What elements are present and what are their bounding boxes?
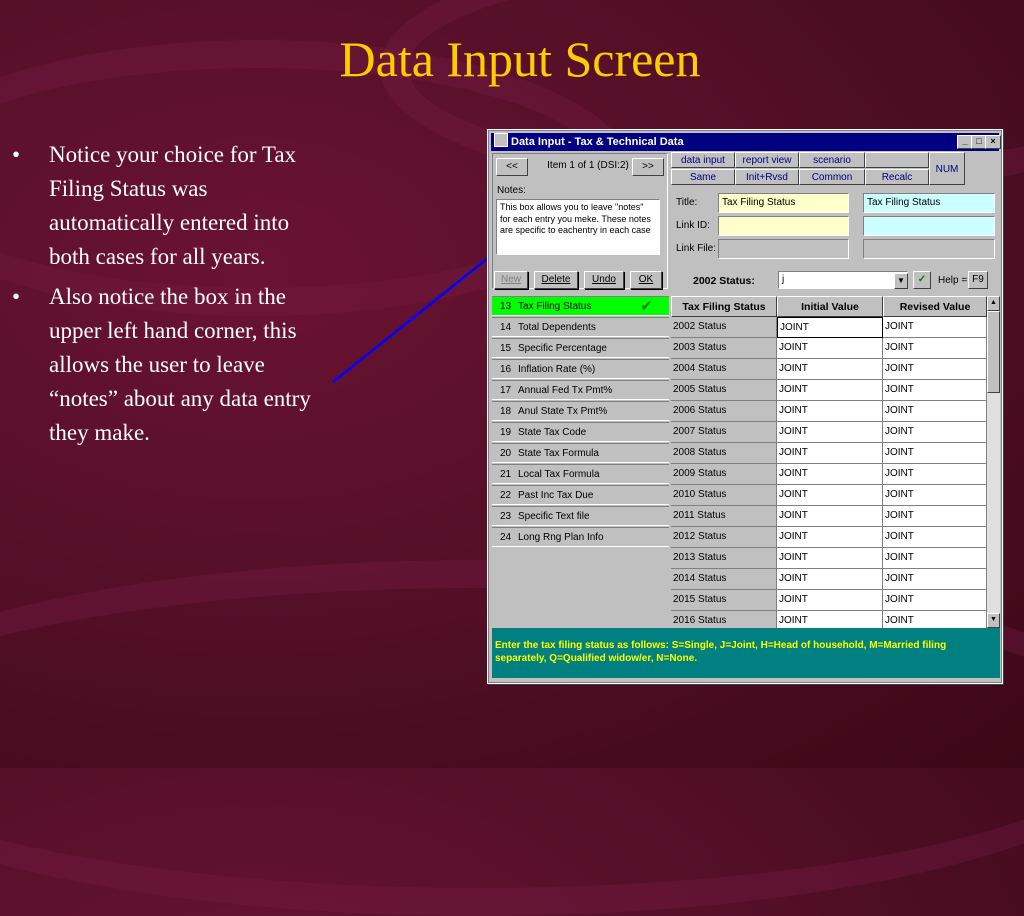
initial-value-cell[interactable]: JOINT — [777, 590, 883, 611]
bullet-dot: • — [12, 284, 21, 309]
status-select[interactable]: j — [778, 271, 908, 289]
revised-value-cell[interactable]: JOINT — [883, 338, 987, 359]
window-titlebar[interactable] — [491, 133, 999, 151]
initial-value-cell[interactable]: JOINT — [777, 611, 883, 632]
link-id-initial-field[interactable] — [718, 216, 849, 236]
confirm-check-button[interactable]: ✓ — [913, 271, 931, 289]
report-view-button[interactable]: report view — [735, 152, 799, 168]
list-item[interactable]: 22 Past Inc Tax Due — [492, 485, 669, 505]
list-item[interactable]: 18 Anul State Tx Pmt% — [492, 401, 669, 421]
revised-value-cell[interactable]: JOINT — [883, 401, 987, 422]
initial-value-cell[interactable]: JOINT — [777, 338, 883, 359]
revised-value-cell[interactable]: JOINT — [883, 611, 987, 632]
revised-value-cell[interactable]: JOINT — [883, 527, 987, 548]
chevron-down-icon[interactable]: ▼ — [894, 273, 908, 289]
initial-value-cell[interactable]: JOINT — [777, 569, 883, 590]
list-item[interactable]: 13 Tax Filing Status ✔ — [492, 296, 669, 316]
help-text-bar: Enter the tax filing status as follows: S=Single, J=Joint, H=Head of household, M=Married filing separately, Q=Qualified widow/er, N=None. — [492, 628, 1000, 678]
row-header-cell[interactable]: 2006 Status — [671, 401, 777, 422]
row-header-cell[interactable]: 2004 Status — [671, 359, 777, 380]
window-title: Data Input - Tax & Technical Data — [511, 136, 684, 148]
revised-value-cell[interactable]: JOINT — [883, 464, 987, 485]
list-item[interactable]: 16 Inflation Rate (%) — [492, 359, 669, 379]
row-header-cell[interactable]: 2007 Status — [671, 422, 777, 443]
maximize-button[interactable]: □ — [971, 135, 987, 149]
item-counter: Item 1 of 1 (DSI:2) — [547, 160, 629, 171]
initial-value-cell[interactable]: JOINT — [777, 485, 883, 506]
init-rvsd-button[interactable]: Init+Rvsd — [735, 169, 799, 185]
slide-title: Data Input Screen — [339, 31, 701, 87]
title-revised-field[interactable]: Tax Filing Status — [863, 193, 995, 213]
prev-item-button[interactable]: << — [496, 158, 528, 176]
scroll-down-button[interactable]: ▼ — [987, 613, 1000, 628]
list-item[interactable]: 14 Total Dependents — [492, 317, 669, 337]
initial-value-cell[interactable]: JOINT — [777, 401, 883, 422]
minimize-button[interactable]: _ — [957, 135, 973, 149]
recalc-button[interactable]: Recalc — [865, 169, 929, 185]
title-initial-field[interactable]: Tax Filing Status — [718, 193, 849, 213]
initial-value-cell[interactable]: JOINT — [777, 380, 883, 401]
link-file-label: Link File: — [676, 243, 717, 254]
notes-textarea[interactable]: This box allows you to leave "notes" for each entry you meke. These notes are specific to eachentry in each case — [496, 199, 660, 255]
revised-value-cell[interactable]: JOINT — [883, 359, 987, 380]
initial-value-cell[interactable]: JOINT — [777, 527, 883, 548]
revised-value-cell[interactable]: JOINT — [883, 485, 987, 506]
row-header-cell[interactable]: 2005 Status — [671, 380, 777, 401]
num-indicator: NUM — [929, 152, 965, 185]
scroll-thumb[interactable] — [987, 311, 1000, 393]
revised-value-cell[interactable]: JOINT — [883, 443, 987, 464]
bullet-dot: • — [12, 142, 21, 167]
initial-value-cell[interactable]: JOINT — [777, 548, 883, 569]
common-button[interactable]: Common — [799, 169, 865, 185]
new-button[interactable]: New — [494, 271, 528, 289]
initial-value-cell[interactable]: JOINT — [777, 359, 883, 380]
initial-value-cell[interactable]: JOINT — [777, 506, 883, 527]
help-key-button[interactable]: F9 — [968, 271, 988, 289]
item-list — [492, 296, 669, 626]
same-button[interactable]: Same — [671, 169, 735, 185]
app-icon — [494, 133, 508, 147]
link-file-revised-field[interactable] — [863, 239, 995, 259]
close-button[interactable]: × — [985, 135, 1001, 149]
data-input-window — [487, 129, 1003, 684]
row-header-cell[interactable]: 2010 Status — [671, 485, 777, 506]
revised-value-cell[interactable]: JOINT — [883, 422, 987, 443]
scroll-up-button[interactable]: ▲ — [987, 296, 1000, 311]
scenario-button[interactable]: scenario — [799, 152, 865, 168]
revised-value-cell[interactable]: JOINT — [883, 317, 987, 338]
column-header[interactable]: Initial Value — [777, 296, 883, 317]
list-item[interactable]: 17 Annual Fed Tx Pmt% — [492, 380, 669, 400]
link-id-revised-field[interactable] — [863, 216, 995, 236]
revised-value-cell[interactable]: JOINT — [883, 569, 987, 590]
column-header[interactable]: Tax Filing Status — [671, 296, 777, 317]
link-id-label: Link ID: — [676, 220, 710, 231]
undo-button[interactable]: Undo — [584, 271, 624, 289]
row-header-cell[interactable]: 2009 Status — [671, 464, 777, 485]
ok-button[interactable]: OK — [630, 271, 662, 289]
initial-value-cell[interactable]: JOINT — [777, 443, 883, 464]
vertical-scrollbar[interactable] — [987, 296, 1000, 628]
initial-value-cell[interactable]: JOINT — [777, 464, 883, 485]
bullet-item: • Also notice the box in the upper left hand corner, this allows the user to leave “notes” about any data entry they make. — [12, 280, 322, 450]
row-header-cell[interactable]: 2011 Status — [671, 506, 777, 527]
delete-button[interactable]: Delete — [534, 271, 578, 289]
row-header-cell[interactable]: 2003 Status — [671, 338, 777, 359]
list-item[interactable]: 20 State Tax Formula — [492, 443, 669, 463]
revised-value-cell[interactable]: JOINT — [883, 380, 987, 401]
row-header-cell[interactable]: 2013 Status — [671, 548, 777, 569]
initial-value-cell[interactable]: JOINT — [777, 317, 883, 338]
initial-value-cell[interactable]: JOINT — [777, 422, 883, 443]
help-label: Help = — [938, 275, 968, 286]
list-item[interactable]: 21 Local Tax Formula — [492, 464, 669, 484]
column-header[interactable]: Revised Value — [883, 296, 987, 317]
bullet-item: • Notice your choice for Tax Filing Status was automatically entered into both cases for all years. — [12, 138, 322, 274]
revised-value-cell[interactable]: JOINT — [883, 590, 987, 611]
data-input-button[interactable]: data input — [671, 152, 735, 168]
row-header-cell[interactable]: 2002 Status — [671, 317, 777, 338]
next-item-button[interactable]: >> — [632, 158, 664, 176]
row-header-cell[interactable]: 2008 Status — [671, 443, 777, 464]
check-icon: ✔ — [640, 298, 653, 315]
notes-label: Notes: — [497, 185, 526, 196]
list-item[interactable]: 15 Specific Percentage — [492, 338, 669, 358]
row-header-cell[interactable]: 2015 Status — [671, 590, 777, 611]
row-header-cell[interactable]: 2016 Status — [671, 611, 777, 632]
list-item[interactable]: 19 State Tax Code — [492, 422, 669, 442]
blank-button — [865, 152, 929, 168]
revised-value-cell[interactable]: JOINT — [883, 548, 987, 569]
revised-value-cell[interactable]: JOINT — [883, 506, 987, 527]
list-item[interactable]: 24 Long Rng Plan Info — [492, 527, 669, 547]
title-label: Title: — [676, 197, 698, 208]
row-header-cell[interactable]: 2012 Status — [671, 527, 777, 548]
status-label: 2002 Status: — [693, 275, 755, 287]
link-file-initial-field[interactable] — [718, 239, 849, 259]
row-header-cell[interactable]: 2014 Status — [671, 569, 777, 590]
list-item[interactable]: 23 Specific Text file — [492, 506, 669, 526]
data-grid — [671, 296, 987, 628]
